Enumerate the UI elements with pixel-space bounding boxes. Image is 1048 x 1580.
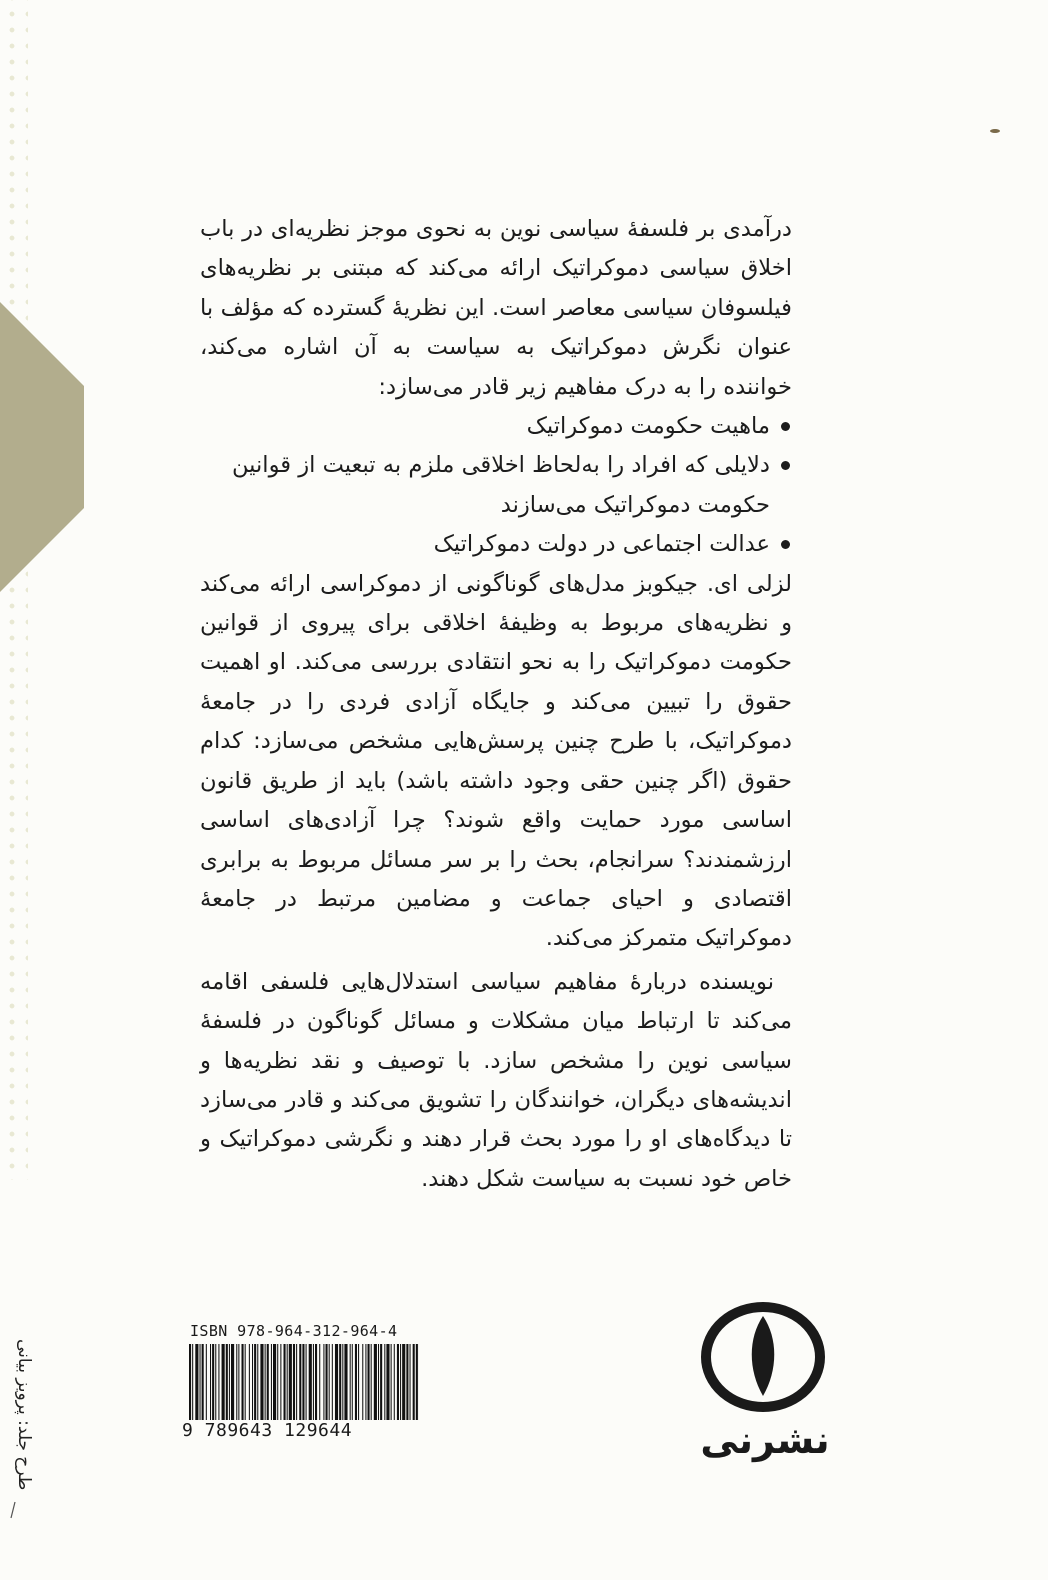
barcode-bar bbox=[280, 1344, 281, 1420]
isbn-barcode bbox=[188, 1344, 420, 1420]
barcode-bar bbox=[265, 1344, 266, 1420]
barcode-bar bbox=[400, 1344, 401, 1420]
barcode-bar bbox=[355, 1344, 357, 1420]
barcode-bar bbox=[332, 1344, 333, 1420]
wedge-polygon bbox=[0, 302, 84, 592]
barcode-bar bbox=[374, 1344, 377, 1420]
logo-leaf bbox=[752, 1316, 775, 1396]
barcode-bar bbox=[335, 1344, 338, 1420]
barcode-bar bbox=[378, 1344, 379, 1420]
barcode-bar bbox=[236, 1344, 237, 1420]
isbn-label: ISBN 978-964-312-964-4 bbox=[190, 1322, 398, 1340]
barcode-bar bbox=[222, 1344, 225, 1420]
barcode-bar bbox=[394, 1344, 395, 1420]
barcode-bar bbox=[218, 1344, 219, 1420]
barcode-bar bbox=[410, 1344, 411, 1420]
barcode-bar bbox=[200, 1344, 201, 1420]
barcode-bar bbox=[229, 1344, 230, 1420]
barcode-bar bbox=[365, 1344, 366, 1420]
barcode-bar bbox=[323, 1344, 324, 1420]
barcode-bar bbox=[249, 1344, 250, 1420]
barcode-bar bbox=[210, 1344, 211, 1420]
barcode-bar bbox=[413, 1344, 415, 1420]
concept-item: دلایلی که افراد را به‌لحاظ اخلاقی ملزم به تبعیت از قوانین حکومت دموکراتیک می‌سازند bbox=[200, 446, 792, 525]
barcode-bar bbox=[329, 1344, 330, 1420]
barcode-bar bbox=[380, 1344, 382, 1420]
barcode-bar bbox=[397, 1344, 399, 1420]
barcode-bar bbox=[271, 1344, 272, 1420]
barcode-bar bbox=[242, 1344, 244, 1420]
blurb-intro: درآمدی بر فلسفهٔ سیاسی نوین به نحوی موجز نظریه‌ای در باب اخلاق سیاسی دموکراتیک ارائه می‌کند که مبتنی بر نظریه‌های فیلسوفان سیاسی معاصر است. این نظریهٔ گسترده که مؤلف با عنوان نگرش دموکراتیک به سیاست به آن اشاره می‌کند، خواننده را به درک مفاهیم زیر قادر می‌سازد: bbox=[200, 216, 792, 400]
barcode-bar bbox=[344, 1344, 347, 1420]
barcode-bar bbox=[309, 1344, 312, 1420]
blurb-closing: نویسنده دربارهٔ مفاهیم سیاسی استدلال‌هایی فلسفی اقامه می‌کند تا ارتباط میان مشکلات و مسائل گوناگون در فلسفهٔ سیاسی نوین را مشخص سازد. با توصیف و نقد نظریه‌ها و اندیشه‌های دیگران، خوانندگان را تشویق می‌کند و قادر می‌سازد تا دیدگاه‌های او را مورد بحث قرار دهند و نگرشی دموکراتیک و خاص خود نسبت به سیاست شکل دهند. bbox=[200, 968, 792, 1192]
barcode-bar bbox=[402, 1344, 405, 1420]
barcode-bar bbox=[313, 1344, 314, 1420]
stray-pen-mark bbox=[6, 1500, 20, 1520]
publisher-name: نشرنی bbox=[700, 1418, 830, 1462]
barcode-bar bbox=[284, 1344, 286, 1420]
barcode-bar bbox=[267, 1344, 269, 1420]
barcode-bar bbox=[254, 1344, 256, 1420]
barcode-bar bbox=[416, 1344, 418, 1420]
barcode-digits: 9 789643 129644 bbox=[182, 1420, 353, 1441]
barcode-bar bbox=[252, 1344, 253, 1420]
barcode-bar bbox=[302, 1344, 304, 1420]
barcode-bar bbox=[352, 1344, 353, 1420]
cover-designer-credit: طرح جلد: پرویز بیانی bbox=[14, 1338, 34, 1490]
blurb-body: لزلی ای. جیکوبز مدل‌های گوناگونی از دموکراسی ارائه می‌کند و نظریه‌های مربوط به وظیفهٔ اخلاقی برای پیروی از قوانین حکومت دموکراتیک را به نحو انتقادی بررسی می‌کند. او اهمیت حقوق را تبیین می‌کند و جایگاه آزادی فردی را در جامعهٔ دموکراتیک، با طرح چنین پرسش‌هایی مشخص می‌سازد: کدام حقوق (اگر چنین حقی وجود داشته باشد) باید از طریق قانون اساسی مورد حمایت واقع شوند؟ چرا آزادی‌های اساسی ارزشمندند؟ سرانجام، بحث را بر سر مسائل مربوط به برابری اقتصادی و احیای جماعت و مضامین مرتبط در جامعهٔ دموکراتیک متمرکز می‌کند. bbox=[200, 570, 792, 952]
print-speck bbox=[988, 126, 1002, 134]
barcode-bar bbox=[368, 1344, 370, 1420]
barcode-bar bbox=[358, 1344, 359, 1420]
barcode-bar bbox=[362, 1344, 363, 1420]
barcode-bar bbox=[371, 1344, 372, 1420]
barcode-bar bbox=[277, 1344, 278, 1420]
barcode-bar bbox=[386, 1344, 389, 1420]
barcode-bar bbox=[342, 1344, 343, 1420]
barcode-bar bbox=[206, 1344, 207, 1420]
barcode-bar bbox=[384, 1344, 385, 1420]
barcode-bar bbox=[260, 1344, 263, 1420]
barcode-bar bbox=[296, 1344, 297, 1420]
barcode-bar bbox=[215, 1344, 216, 1420]
barcode-bar bbox=[231, 1344, 234, 1420]
barcode-bar bbox=[212, 1344, 214, 1420]
concept-list bbox=[200, 407, 792, 565]
barcode-bar bbox=[391, 1344, 392, 1420]
barcode-bar bbox=[238, 1344, 239, 1420]
barcode-bar bbox=[339, 1344, 341, 1420]
barcode-bar bbox=[406, 1344, 408, 1420]
barcode-bar bbox=[257, 1344, 258, 1420]
barcode-bar bbox=[287, 1344, 288, 1420]
barcode-bar bbox=[226, 1344, 228, 1420]
barcode-bar bbox=[326, 1344, 328, 1420]
barcode-bar bbox=[192, 1344, 193, 1420]
leaf-in-circle-icon bbox=[696, 1298, 830, 1416]
barcode-bar bbox=[319, 1344, 320, 1420]
barcode-bar bbox=[293, 1344, 295, 1420]
barcode-bar bbox=[299, 1344, 301, 1420]
barcode-bar bbox=[202, 1344, 204, 1420]
barcode-bar bbox=[315, 1344, 317, 1420]
barcode-bar bbox=[273, 1344, 276, 1420]
barcode-bar bbox=[195, 1344, 198, 1420]
side-wedge-shape bbox=[0, 302, 90, 592]
barcode-bar bbox=[189, 1344, 191, 1420]
barcode-bar bbox=[306, 1344, 307, 1420]
concept-item: ماهیت حکومت دموکراتیک bbox=[200, 407, 792, 446]
concept-item: عدالت اجتماعی در دولت دموکراتیک bbox=[200, 525, 792, 564]
back-cover-blurb bbox=[200, 210, 792, 1199]
barcode-bar bbox=[289, 1344, 292, 1420]
barcode-bar bbox=[245, 1344, 246, 1420]
barcode-bar bbox=[350, 1344, 351, 1420]
